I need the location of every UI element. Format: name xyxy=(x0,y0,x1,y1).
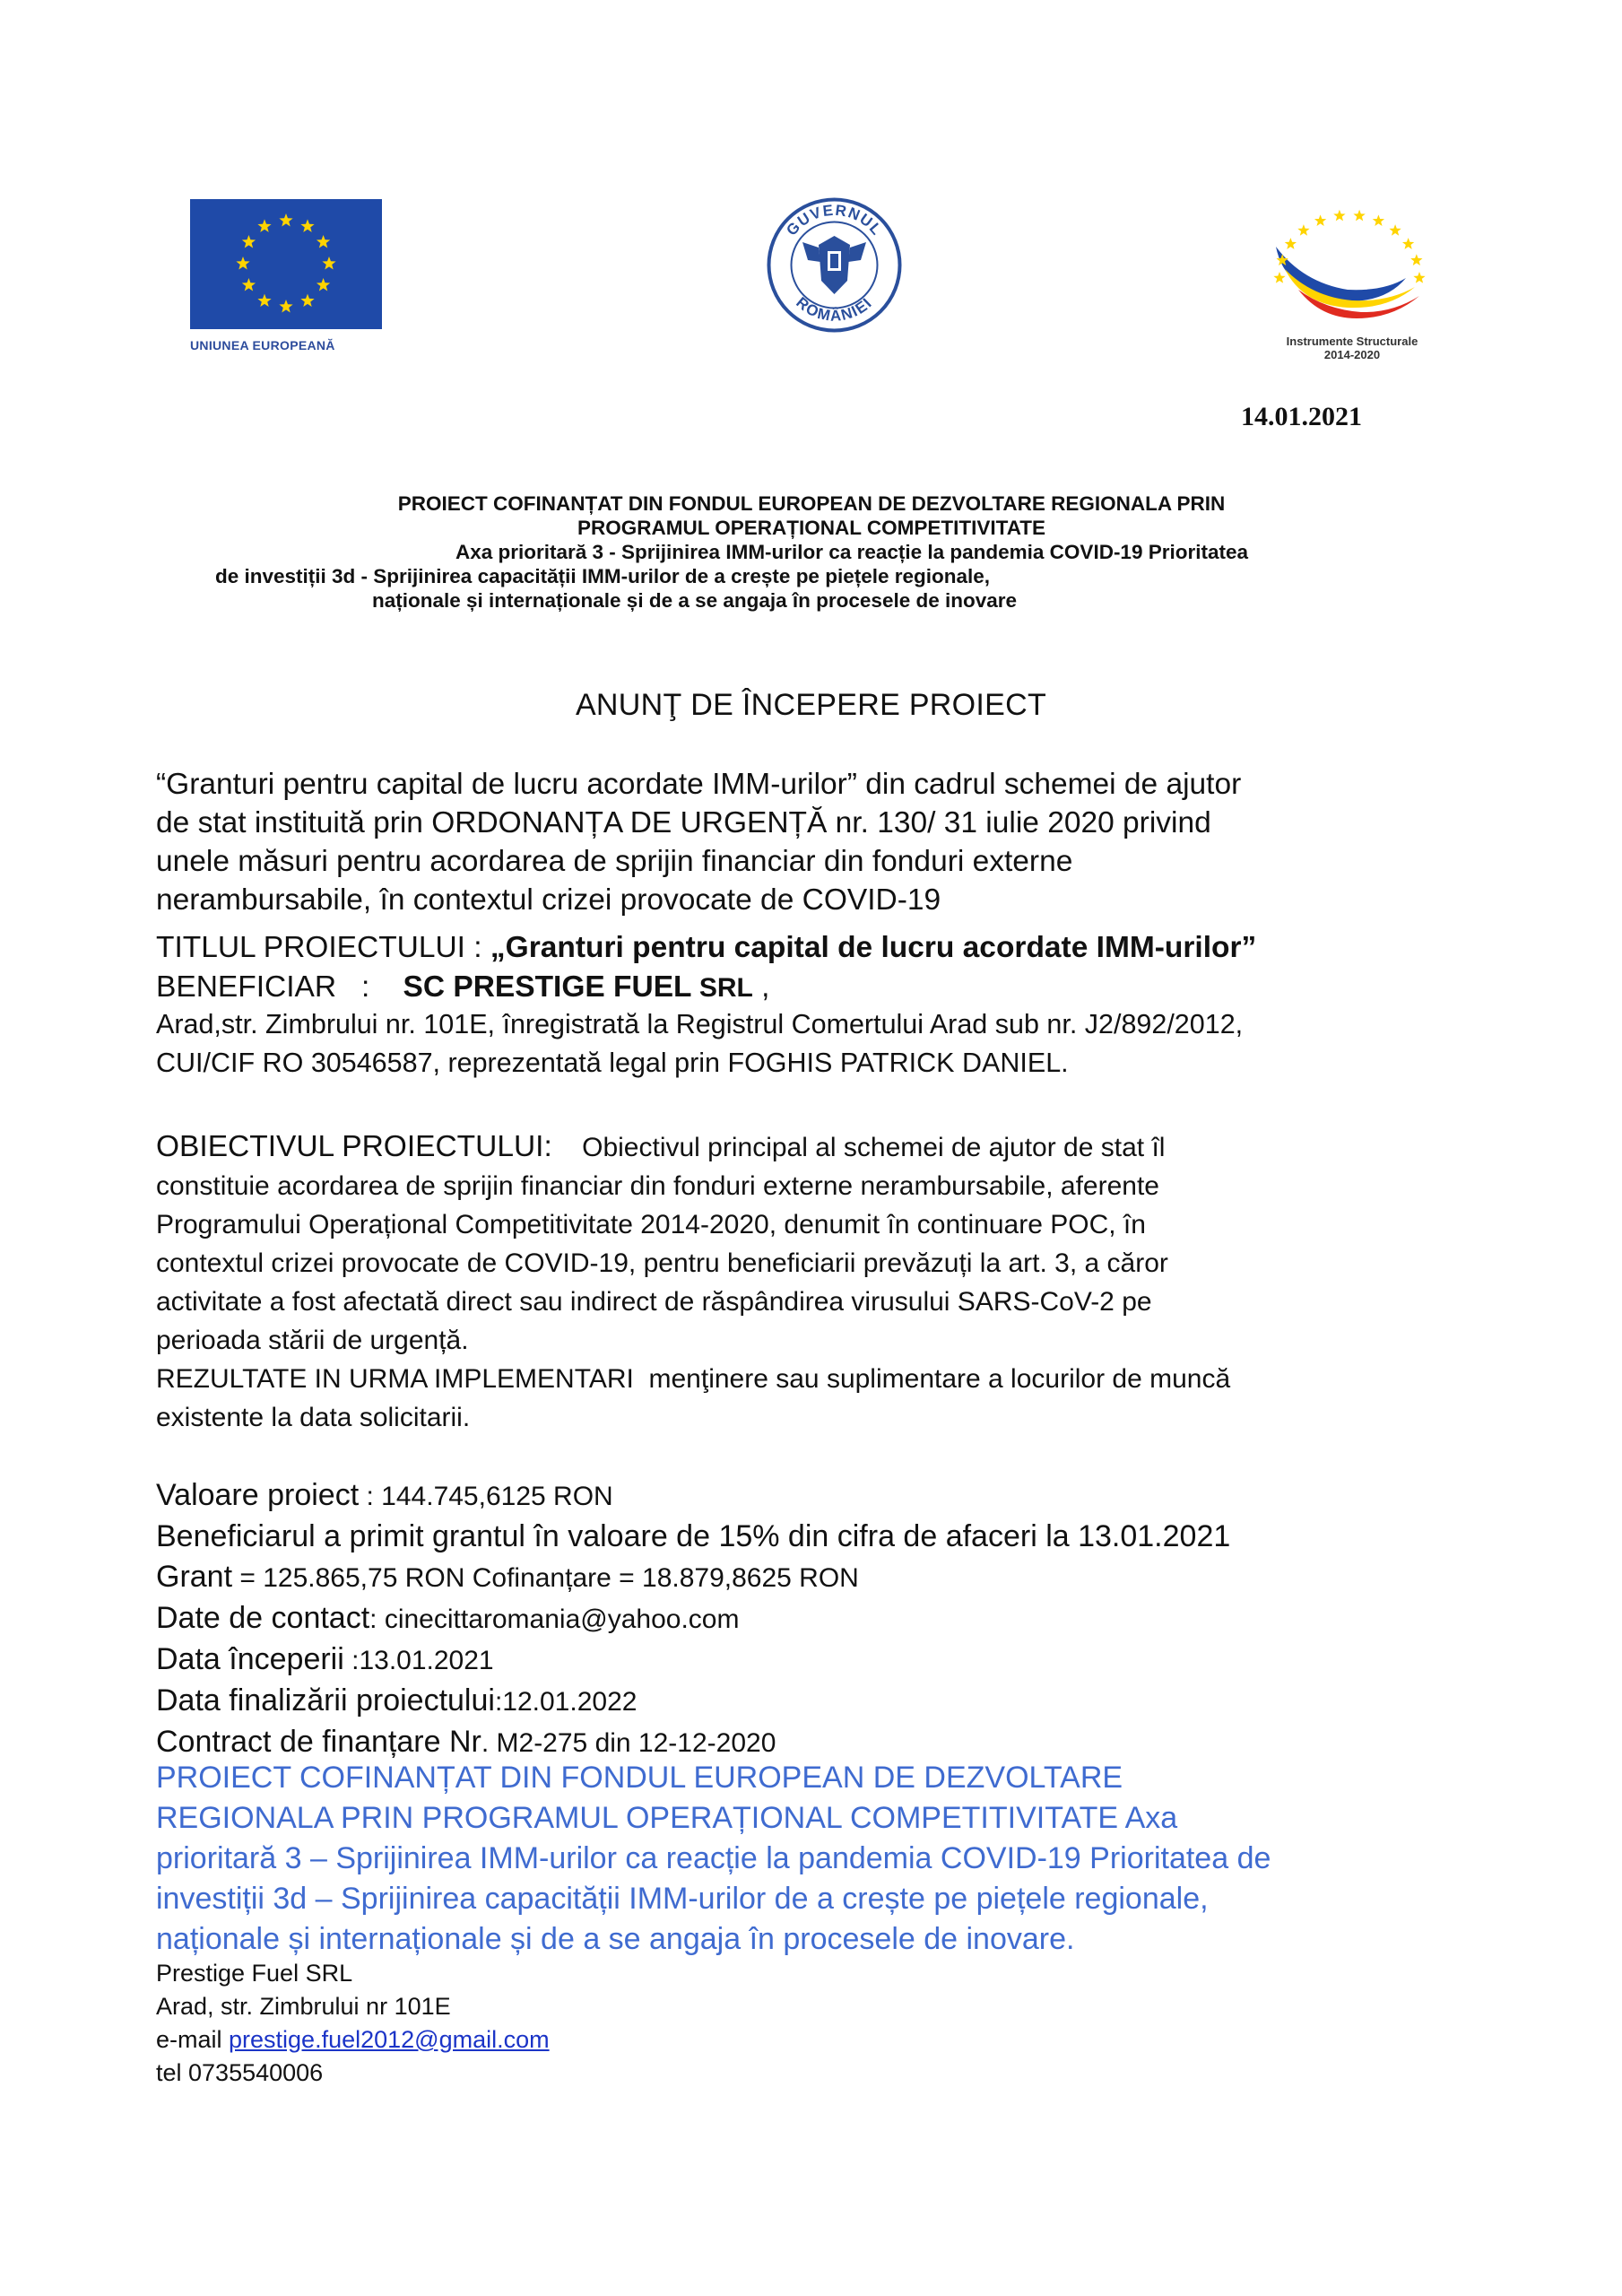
document-date: 14.01.2021 xyxy=(1241,402,1362,431)
is-star-icon xyxy=(1314,214,1326,226)
notice-line: prioritară 3 – Sprijinirea IMM-urilor ca reacție la pandemia COVID-19 Prioritatea de xyxy=(156,1841,1271,1875)
cofinancing-notice xyxy=(156,1758,1271,1960)
project-title-label: TITLUL PROIECTULUI : xyxy=(156,931,490,964)
notice-line: PROIECT COFINANȚAT DIN FONDUL EUROPEAN DE DEZVOLTARE xyxy=(156,1761,1123,1795)
project-header xyxy=(206,491,1417,613)
eu-star-icon xyxy=(279,300,292,312)
project-value: : 144.745,6125 RON xyxy=(359,1482,613,1511)
beneficiary-line xyxy=(156,968,769,1007)
start-date-label: Data începerii xyxy=(156,1642,344,1676)
header-line: PROGRAMUL OPERAȚIONAL COMPETITIVITATE xyxy=(577,517,1046,539)
eu-star-icon xyxy=(257,294,271,307)
is-star-icon xyxy=(1273,272,1285,283)
eu-label: UNIUNEA EUROPEANĂ xyxy=(190,338,335,352)
intro-line: unele măsuri pentru acordarea de sprijin financiar din fonduri externe xyxy=(156,845,1073,878)
intro-line: “Granturi pentru capital de lucru acordate IMM-urilor” din cadrul schemei de ajutor xyxy=(156,768,1242,801)
objective-line: constituie acordarea de sprijin financiar din fonduri externe nerambursabile, aferente xyxy=(156,1171,1159,1201)
beneficiary-tail: , xyxy=(752,970,770,1004)
intro-line: de stat instituită prin ORDONANȚA DE URGENȚĂ nr. 130/ 31 iulie 2020 privind xyxy=(156,806,1211,839)
is-star-icon xyxy=(1353,210,1365,222)
project-title-value: „Granturi pentru capital de lucru acordate IMM-urilor” xyxy=(490,931,1257,964)
beneficiary-name: SC PRESTIGE FUEL xyxy=(403,970,692,1004)
results-line2: existente la data solicitarii. xyxy=(156,1403,471,1432)
footer-contact xyxy=(156,1957,550,2090)
address-line: Arad,str. Zimbrului nr. 101E, înregistrată la Registrul Comertului Arad sub nr. J2/892/2012, xyxy=(156,1009,1244,1039)
is-star-icon xyxy=(1333,210,1345,222)
grant-value: = 125.865,75 RON Cofinanțare = 18.879,8625 RON xyxy=(232,1563,859,1593)
notice-line: REGIONALA PRIN PROGRAMUL OPERAȚIONAL COMPETITIVITATE Axa xyxy=(156,1801,1178,1835)
beneficiary-label: BENEFICIAR : xyxy=(156,970,403,1004)
romanian-government-logo xyxy=(765,196,904,335)
is-star-icon xyxy=(1297,224,1309,236)
header-line: de investiții 3d - Sprijinirea capacității IMM-urilor de a crește pe piețele regionale, xyxy=(215,565,991,587)
is-star-icon xyxy=(1285,238,1297,249)
eu-flag-icon xyxy=(190,199,382,329)
project-title-line xyxy=(156,928,1256,967)
contract-value: . M2-275 din 12-12-2020 xyxy=(481,1728,776,1758)
grant-label: Grant xyxy=(156,1560,233,1594)
eu-star-icon xyxy=(242,278,256,291)
is-star-icon xyxy=(1373,214,1384,226)
end-date-label: Data finalizării proiectului xyxy=(156,1683,495,1718)
footer-address: Arad, str. Zimbrului nr 101E xyxy=(156,1993,451,2020)
eu-star-icon xyxy=(300,219,314,231)
objective-line: activitate a fost afectată direct sau indirect de răspândirea virusului SARS-CoV-2 pe xyxy=(156,1287,1152,1317)
is-star-icon xyxy=(1389,224,1401,236)
is-label-line2: 2014-2020 xyxy=(1323,348,1381,361)
header-line: PROIECT COFINANȚAT DIN FONDUL EUROPEAN DE DEZVOLTARE REGIONALA PRIN xyxy=(397,492,1226,515)
results-text: menţinere sau suplimentare a locurilor de muncă xyxy=(633,1364,1231,1394)
objective-line: perioada stării de urgență. xyxy=(156,1326,469,1355)
eu-star-icon xyxy=(300,294,314,307)
is-star-icon xyxy=(1410,254,1422,265)
results-label: REZULTATE IN URMA IMPLEMENTARI xyxy=(156,1364,634,1394)
footer-phone: tel 0735540006 xyxy=(156,2059,324,2086)
footer-email-label: e-mail xyxy=(156,2026,230,2053)
gov-logo-top-text: GUVERNUL xyxy=(783,201,886,239)
notice-line: investiții 3d – Sprijinirea capacității IMM-urilor de a crește pe piețele regionale, xyxy=(156,1882,1209,1916)
start-date-value: :13.01.2021 xyxy=(343,1646,494,1675)
address-line: CUI/CIF RO 30546587, reprezentată legal prin FOGHIS PATRICK DANIEL. xyxy=(156,1048,1069,1078)
project-values xyxy=(156,1475,1230,1763)
objective-line: Programului Operațional Competitivitate 2014-2020, denumit în continuare POC, în xyxy=(156,1210,1146,1239)
end-date-value: :12.01.2022 xyxy=(494,1687,638,1717)
eu-star-icon xyxy=(317,235,330,248)
is-star-icon xyxy=(1402,238,1414,249)
address-block xyxy=(156,1005,1243,1083)
is-label-line1: Instrumente Structurale xyxy=(1286,335,1418,348)
gov-logo-bottom-text: ROMÂNIEI xyxy=(793,293,876,325)
header-line: Axa prioritară 3 - Sprijinirea IMM-urilor ca reacție la pandemia COVID-19 Prioritatea xyxy=(455,541,1249,563)
notice-line: naționale și internaționale și de a se angaja în procesele de inovare. xyxy=(156,1922,1075,1956)
project-value-label: Valoare proiect xyxy=(156,1478,360,1512)
footer-company: Prestige Fuel SRL xyxy=(156,1960,353,1987)
objective-line: contextul crizei provocate de COVID-19, pentru beneficiarii prevăzuți la art. 3, a căror xyxy=(156,1248,1168,1278)
intro-line: nerambursabile, în contextul crizei provocate de COVID-19 xyxy=(156,883,941,917)
eu-star-icon xyxy=(257,219,271,231)
is-star-icon xyxy=(1413,272,1425,283)
grant-note: Beneficiarul a primit grantul în valoare de 15% din cifra de afaceri la 13.01.2021 xyxy=(156,1519,1231,1553)
objective-label: OBIECTIVUL PROIECTULUI: xyxy=(156,1130,552,1163)
eu-star-icon xyxy=(322,257,335,269)
eu-star-icon xyxy=(279,213,292,226)
eu-logo xyxy=(190,199,386,352)
objective-first: Obiectivul principal al schemei de ajutor de stat îl xyxy=(551,1133,1166,1162)
structural-instruments-logo xyxy=(1249,193,1446,372)
page-title: ANUNŢ DE ÎNCEPERE PROIECT xyxy=(575,688,1047,722)
contact-value: : cinecittaromania@yahoo.com xyxy=(369,1605,740,1634)
footer-email-link[interactable]: prestige.fuel2012@gmail.com xyxy=(229,2026,550,2053)
contract-label: Contract de finanțare Nr xyxy=(156,1725,481,1759)
objective-block xyxy=(156,1127,1230,1437)
contact-label: Date de contact xyxy=(156,1601,370,1635)
eu-star-icon xyxy=(317,278,330,291)
beneficiary-suffix: SRL xyxy=(691,973,753,1003)
intro-paragraph xyxy=(156,765,1241,919)
eu-star-icon xyxy=(242,235,256,248)
eu-star-icon xyxy=(236,257,249,269)
header-line: naționale și internaționale și de a se angaja în procesele de inovare xyxy=(372,589,1018,612)
